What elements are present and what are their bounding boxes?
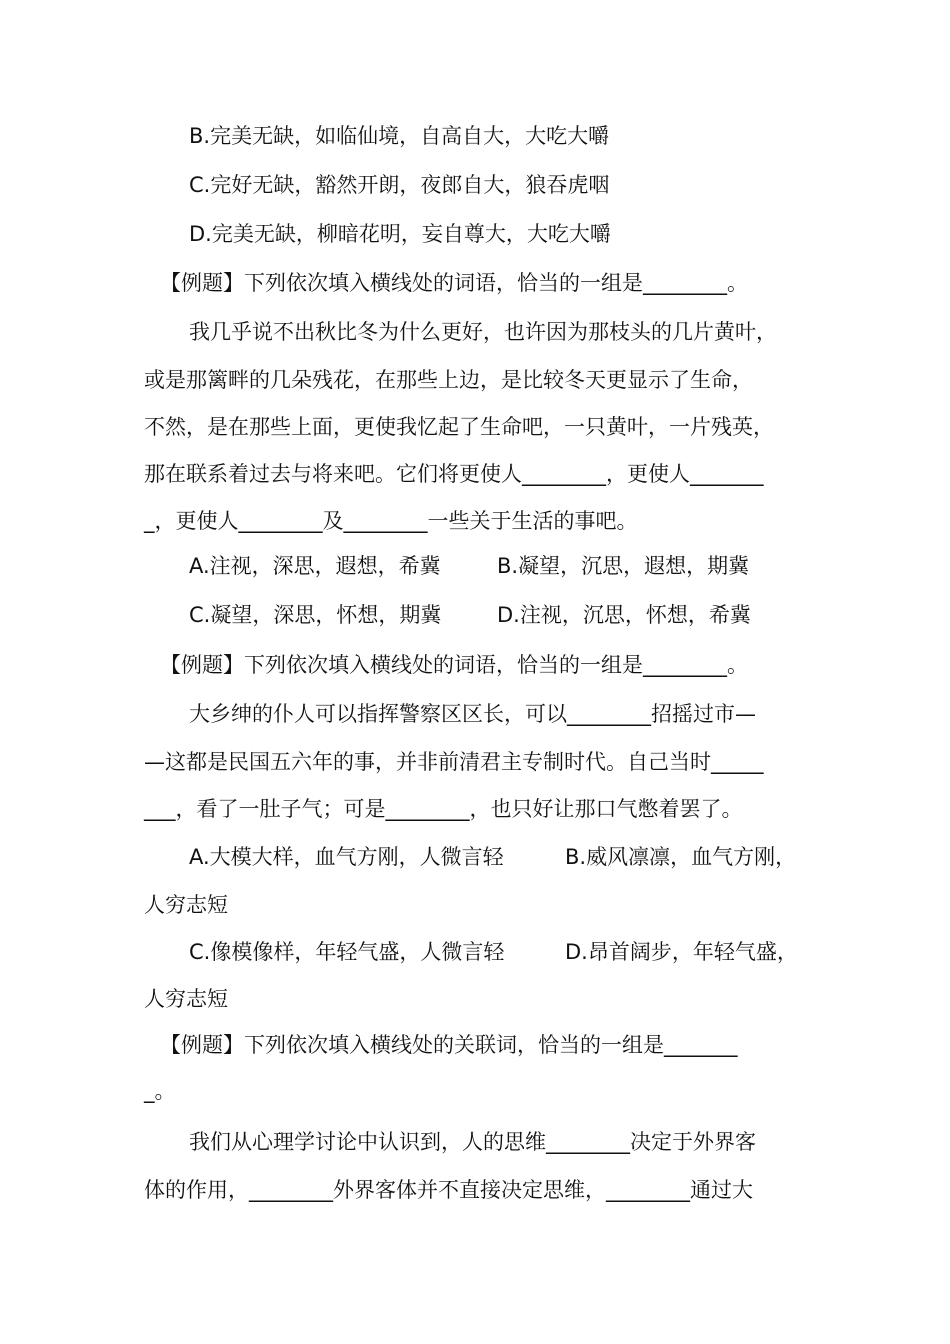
option-d-line: D.完美无缺，柳暗花明，妄自尊大，大吃大嚼 (189, 222, 611, 246)
passage-line: 或是那篱畔的几朵残花，在那些上边，是比较冬天更显示了生命， (144, 368, 753, 392)
option-b: B.凝望，沉思，遐想，期冀 (497, 554, 750, 578)
option-c: C.像模像样，年轻气盛，人微言轻 (189, 940, 505, 964)
passage-line: 我们从心理学讨论中认识到，人的思维________决定于外界客 (189, 1130, 756, 1154)
passage-line: —这都是民国五六年的事，并非前清君主专制时代。自己当时_____ (144, 750, 764, 774)
example-heading-2: 【例题】下列依次填入横线处的词语，恰当的一组是________。 (160, 653, 748, 677)
passage-line: _，更使人________及________一些关于生活的事吧。 (144, 509, 638, 533)
option-b-line: B.完美无缺，如临仙境，自高自大，大吃大嚼 (189, 124, 610, 148)
example-heading-continuation: _。 (144, 1079, 176, 1103)
option-c-line: C.完好无缺，豁然开朗，夜郎自大，狼吞虎咽 (189, 173, 610, 197)
passage-line: 我几乎说不出秋比冬为什么更好，也许因为那枝头的几片黄叶， (189, 320, 777, 344)
passage-line: 大乡绅的仆人可以指挥警察区区长，可以________招摇过市— (189, 702, 756, 726)
example-heading-1: 【例题】下列依次填入横线处的词语，恰当的一组是________。 (160, 271, 748, 295)
passage-line: ___，看了一肚子气；可是________，也只好让那口气憋着罢了。 (144, 797, 743, 821)
passage-line: 体的作用，________外界客体并不直接决定思维，________通过大 (144, 1178, 753, 1202)
option-continuation: 人穷志短 (144, 987, 228, 1011)
example-heading-3: 【例题】下列依次填入横线处的关联词，恰当的一组是_______ (160, 1033, 738, 1057)
option-continuation: 人穷志短 (144, 893, 228, 917)
option-d: D.注视，沉思，怀想，希冀 (497, 603, 751, 627)
option-d: D.昂首阔步，年轻气盛， (565, 940, 798, 964)
option-b: B.威风凛凛，血气方刚， (565, 845, 797, 869)
option-a: A.注视，深思，遐想，希冀 (189, 554, 441, 578)
passage-line: 不然，是在那些上面，更使我忆起了生命吧，一只黄叶，一片残英， (144, 415, 774, 439)
option-a: A.大模大样，血气方刚，人微言轻 (189, 845, 504, 869)
option-c: C.凝望，深思，怀想，期冀 (189, 603, 442, 627)
passage-line: 那在联系着过去与将来吧。它们将更使人________，更使人_______ (144, 462, 764, 486)
